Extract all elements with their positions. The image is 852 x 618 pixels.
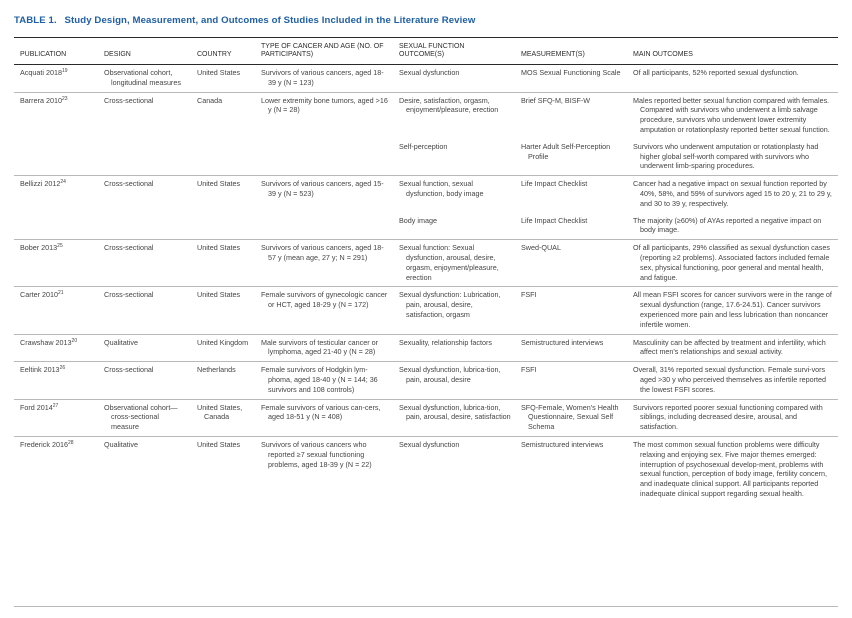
- publication-name: Barrera 2010: [20, 95, 62, 105]
- header-measurement: MEASUREMENT(S): [515, 38, 627, 65]
- table-title-text: Study Design, Measurement, and Outcomes of Studies Included in the Literature Review: [64, 15, 476, 26]
- publication-name: Bellizzi 2012: [20, 179, 61, 189]
- outcome-cell: Sexual function, sexual dysfunction, body image: [393, 176, 515, 213]
- main-outcome-cell: Males reported better sexual function compared with females. Compared with survivors who underwent a limb salvage procedure, survivors who underwent lower extremity amputation or rotationplasty reported better sexual function.: [627, 92, 838, 139]
- table-row: [14, 436, 838, 502]
- outcome-cell: Sexuality, relationship factors: [393, 334, 515, 362]
- design-cell: Qualitative: [98, 436, 191, 502]
- country-cell: United States: [191, 240, 255, 287]
- measurement-cell: FSFI: [515, 362, 627, 399]
- country-cell: United States: [191, 287, 255, 334]
- main-outcome-cell: Masculinity can be affected by treatment and infertility, which affect men's relationships and sexual activity.: [627, 334, 838, 362]
- cancer-cell: Female survivors of gynecologic cancer or HCT, aged 18-29 y (N = 172): [255, 287, 393, 334]
- measurement-cell: Brief SFQ-M, BISF-W: [515, 92, 627, 139]
- design-cell: Cross-sectional: [98, 240, 191, 287]
- publication-cell: [14, 92, 98, 139]
- country-cell: Canada: [191, 92, 255, 139]
- table-row: [14, 287, 838, 334]
- cancer-cell: Female survivors of various can-cers, aged 18-51 y (N = 408): [255, 399, 393, 436]
- publication-cell: [14, 334, 98, 362]
- measurement-cell: Swed-QUAL: [515, 240, 627, 287]
- header-row: [14, 38, 838, 65]
- main-outcome-cell: Of all participants, 29% classified as sexual dysfunction cases (reporting ≥2 problems). Associated factors included female sex, physical functioning, poor general and mental health, and fatigue.: [627, 240, 838, 287]
- design-cell: Cross-sectional: [98, 92, 191, 139]
- main-outcome-cell: Survivors who underwent amputation or rotationplasty had higher global self-worth compared with survivors who underwent limb-sparing procedures.: [633, 141, 819, 171]
- publication-name: Eeltink 2013: [20, 365, 60, 375]
- outcome-cell: Desire, satisfaction, orgasm, enjoyment/pleasure, erection: [393, 92, 515, 139]
- table-bottom-rule: [14, 606, 838, 607]
- table-row: [14, 240, 838, 287]
- reference-number: 26: [59, 365, 66, 372]
- outcome-cell: Sexual dysfunction, lubrica-tion, pain, arousal, desire, satisfaction: [393, 399, 515, 436]
- design-cell: Observational cohort, longitudinal measures: [104, 68, 181, 87]
- publication-cell: [14, 176, 98, 213]
- publication-cell: [14, 213, 98, 240]
- design-cell: Observational cohort—cross-sectional measure: [98, 399, 191, 436]
- cancer-cell: Survivors of various cancers, aged 15-39 y (N = 523): [255, 176, 393, 213]
- publication-name: Bober 2013: [20, 243, 58, 253]
- table-subrow: [14, 213, 838, 240]
- header-design: DESIGN: [98, 38, 191, 65]
- table-row: [14, 399, 838, 436]
- reference-number: 20: [71, 337, 78, 344]
- cancer-cell: Survivors of various cancers, aged 18-39 y (N = 123): [261, 68, 384, 87]
- measurement-cell: SFQ-Female, Women's Health Questionnaire, Sexual Self Schema: [515, 399, 627, 436]
- main-outcome-cell: All mean FSFI scores for cancer survivors were in the range of sexual dysfunction (range, 17.6-24.51). Cancer survivors experienced more pain and less lubrication than noncancer infertile women.: [627, 287, 838, 334]
- header-cancer-type: TYPE OF CANCER AND AGE (NO. OF PARTICIPANTS): [255, 38, 393, 65]
- table-row: [14, 92, 838, 139]
- publication-cell: [14, 287, 98, 334]
- cancer-cell: Survivors of various cancers who reported ≥7 sexual functioning problems, aged 18-39 y (N = 22): [255, 436, 393, 502]
- measurement-cell: Semistructured interviews: [515, 436, 627, 502]
- table-row: [14, 65, 838, 93]
- country-cell: United States: [191, 436, 255, 502]
- country-cell: [191, 139, 255, 176]
- design-cell: Cross-sectional: [98, 362, 191, 399]
- publication-cell: [14, 436, 98, 502]
- publication-name: Carter 2010: [20, 290, 58, 300]
- outcome-cell: Sexual dysfunction: [393, 436, 515, 502]
- main-outcome-cell: Of all participants, 52% reported sexual dysfunction.: [633, 68, 799, 77]
- design-cell: Cross-sectional: [98, 287, 191, 334]
- country-cell: [191, 213, 255, 240]
- design-cell: Cross-sectional: [98, 176, 191, 213]
- outcome-cell: Sexual dysfunction, lubrica-tion, pain, arousal, desire: [393, 362, 515, 399]
- header-sexual-function-outcome: SEXUAL FUNCTION OUTCOME(S): [393, 38, 515, 65]
- main-outcome-cell: Cancer had a negative impact on sexual function reported by 40%, 58%, and 59% of survivors aged 15 to 20 y, 21 to 29 y, and 30 to 39 y, respectively.: [627, 176, 838, 213]
- measurement-cell: FSFI: [515, 287, 627, 334]
- country-cell: United States, Canada: [191, 399, 255, 436]
- measurement-cell: MOS Sexual Functioning Scale: [521, 68, 621, 77]
- table-row: [14, 176, 838, 213]
- publication-name: Acquati 2018: [20, 68, 62, 77]
- design-cell: Qualitative: [98, 334, 191, 362]
- main-outcome-cell: The most common sexual function problems were difficulty relaxing and enjoying sex. Five major themes emerged: interruption of psychosexual develop-ment, problems with sexual function, perception of body image, fertility concern, and inadequate clinical support. All participants reported inadequate clinical support regarding sexual health.: [627, 436, 838, 502]
- cancer-cell: [255, 213, 393, 240]
- publication-cell: [14, 65, 98, 93]
- cancer-cell: Female survivors of Hodgkin lym-phoma, aged 18-40 y (N = 144; 36 survivors and 108 controls): [255, 362, 393, 399]
- publication-cell: [14, 399, 98, 436]
- publication-name: Frederick 2016: [20, 439, 68, 449]
- publication-cell: [14, 139, 98, 176]
- publication-cell: [14, 240, 98, 287]
- design-cell: [98, 139, 191, 176]
- measurement-cell: Harter Adult Self-Perception Profile: [521, 141, 611, 161]
- cancer-cell: Male survivors of testicular cancer or lymphoma, aged 21-40 y (N = 28): [255, 334, 393, 362]
- main-outcome-cell: Survivors reported poorer sexual functioning compared with siblings, including decreased desire, arousal, and satisfaction.: [627, 399, 838, 436]
- reference-number: 21: [57, 290, 64, 297]
- measurement-cell: Life Impact Checklist: [515, 176, 627, 213]
- cancer-cell: Lower extremity bone tumors, aged >16 y (N = 28): [255, 92, 393, 139]
- publication-name: Ford 2014: [20, 402, 53, 412]
- country-cell: United Kingdom: [191, 334, 255, 362]
- country-cell: United States: [197, 68, 241, 77]
- reference-number: 27: [52, 402, 59, 409]
- outcome-cell: Sexual dysfunction: Lubrication, pain, arousal, desire, satisfaction, orgasm: [393, 287, 515, 334]
- cancer-cell: [255, 139, 393, 176]
- header-country: COUNTRY: [191, 38, 255, 65]
- reference-number: 23: [61, 95, 68, 102]
- cancer-cell: Survivors of various cancers, aged 18-57 y (mean age, 27 y; N = 291): [255, 240, 393, 287]
- outcome-cell: Body image: [399, 215, 437, 225]
- table-row: [14, 334, 838, 362]
- main-outcome-cell: Overall, 31% reported sexual dysfunction. Female survi-vors aged >30 y who perceived themselves as infertile reported the lowest FSFI scores.: [627, 362, 838, 399]
- reference-number: 28: [67, 439, 74, 446]
- main-outcome-cell: The majority (≥60%) of AYAs reported a negative impact on body image.: [633, 215, 822, 235]
- country-cell: Netherlands: [191, 362, 255, 399]
- reference-number: 24: [60, 179, 66, 186]
- publication-name: Crawshaw 2013: [20, 337, 72, 347]
- outcome-cell: Sexual function: Sexual dysfunction, arousal, desire, orgasm, enjoyment/pleasure, erection: [393, 240, 515, 287]
- measurement-cell: Semistructured interviews: [515, 334, 627, 362]
- table-subrow: [14, 139, 838, 176]
- header-main-outcomes: MAIN OUTCOMES: [627, 38, 838, 65]
- table-row: [14, 362, 838, 399]
- design-cell: [98, 213, 191, 240]
- literature-review-table: [14, 37, 838, 503]
- header-publication: PUBLICATION: [14, 38, 98, 65]
- publication-cell: [14, 362, 98, 399]
- table-number: TABLE 1.: [14, 15, 57, 26]
- table-title: [14, 15, 475, 26]
- outcome-cell: Self-perception: [399, 141, 448, 151]
- reference-number: 19: [61, 68, 68, 74]
- outcome-cell: Sexual dysfunction: [399, 68, 460, 77]
- reference-number: 25: [57, 243, 63, 250]
- measurement-cell: Life Impact Checklist: [521, 215, 588, 225]
- country-cell: United States: [191, 176, 255, 213]
